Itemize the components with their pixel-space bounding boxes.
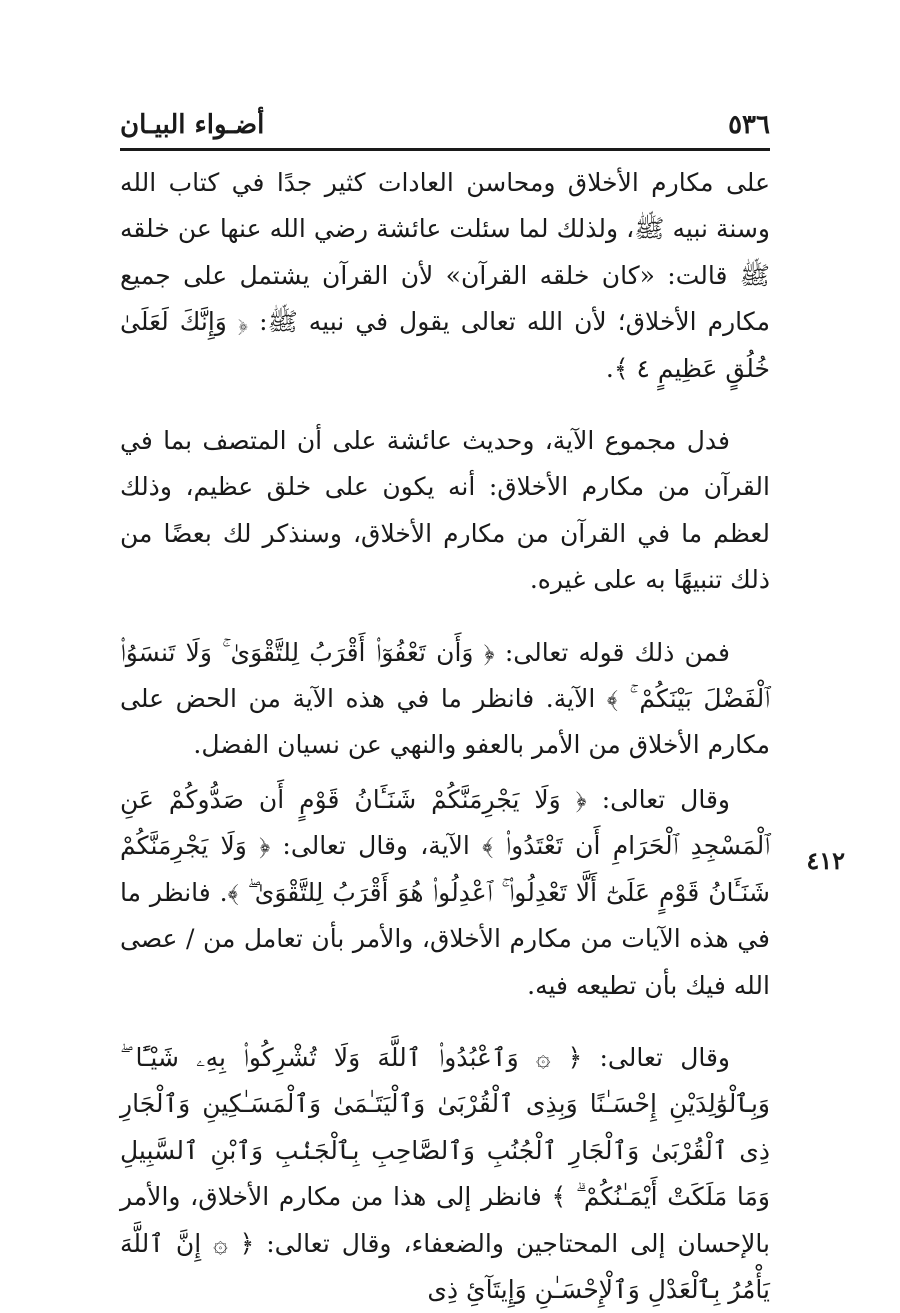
book-title: أضـواء البيـان: [120, 110, 265, 140]
header-rule: [120, 148, 770, 151]
page-body: [120, 160, 770, 1313]
paragraph-3: فمن ذلك قوله تعالى: ﴿ وَأَن تَعْفُوٓا۟ أَقْرَبُ لِلتَّقْوَىٰ ۚ وَلَا تَنسَوُا۟ ٱلْفَضْلَ بَيْنَكُمْ ۚ ﴾ الآية. فانظر ما في هذه الآية من الحض على مكارم الأخلاق من الأمر بالعفو والنهي عن نسيان الفضل.: [120, 637, 770, 760]
page-number: ٥٣٦: [728, 110, 770, 140]
paragraph-gap: [120, 1009, 770, 1035]
paragraph-4: وقال تعالى: ﴿ وَلَا يَجْرِمَنَّكُمْ شَنَـَٔانُ قَوْمٍ أَن صَدُّوكُمْ عَنِ ٱلْمَسْجِدِ ٱلْحَرَامِ أَن تَعْتَدُوا۟ ﴾ الآية، وقال تعالى: ﴿ وَلَا يَجْرِمَنَّكُمْ شَنَـَٔانُ قَوْمٍ عَلَىٰٓ أَلَّا تَعْدِلُوا۟ ۚ ٱعْدِلُوا۟ هُوَ أَقْرَبُ لِلتَّقْوَىٰ ۖ ﴾. فانظر ما في هذه الآيات من مكارم الأخلاق، والأمر بأن تعامل من / عصى الله فيك بأن تطيعه فيه.: [120, 784, 770, 1000]
paragraph-1: على مكارم الأخلاق ومحاسن العادات كثير جدًا في كتاب الله وسنة نبيه ﷺ، ولذلك لما سئلت عائشة رضي الله عنها عن خلقه ﷺ قالت: «كان خلقه القرآن» لأن القرآن يشتمل على جميع مكارم الأخلاق؛ لأن الله تعالى يقول في نبيه ﷺ: ﴿ وَإِنَّكَ لَعَلَىٰ خُلُقٍ عَظِيمٍ ٤ ﴾.: [120, 168, 770, 383]
paragraph-gap: [120, 769, 770, 777]
paragraph-gap: [120, 392, 770, 418]
page-header: [120, 108, 770, 146]
margin-page-reference: ٤١٢: [806, 846, 845, 875]
paragraph-2: فدل مجموع الآية، وحديث عائشة على أن المتصف بما في القرآن من مكارم الأخلاق: أنه يكون على خلق عظيم، وذلك لعظم ما في القرآن من مكارم الأخلاق، وسنذكر لك بعضًا من ذلك تنبيهًا به على غيره.: [120, 426, 770, 595]
paragraph-gap: [120, 604, 770, 630]
paragraph-5: وقال تعالى: ﴿ ۞ وَٱعْبُدُوا۟ ٱللَّهَ وَلَا تُشْرِكُوا۟ بِهِۦ شَيْـًٔا ۖ وَبِٱلْوَٰلِدَيْنِ إِحْسَـٰنًا وَبِذِى ٱلْقُرْبَىٰ وَٱلْيَتَـٰمَىٰ وَٱلْمَسَـٰكِينِ وَٱلْجَارِ ذِى ٱلْقُرْبَىٰ وَٱلْجَارِ ٱلْجُنُبِ وَٱلصَّاحِبِ بِٱلْجَنۢبِ وَٱبْنِ ٱلسَّبِيلِ وَمَا مَلَكَتْ أَيْمَـٰنُكُمْ ۗ ﴾ فانظر إلى هذا من مكارم الأخلاق، والأمر بالإحسان إلى المحتاجين والضعفاء، وقال تعالى: ﴿ ۞ إِنَّ ٱللَّهَ يَأْمُرُ بِٱلْعَدْلِ وَٱلْإِحْسَـٰنِ وَإِيتَآئِ ذِى: [120, 1042, 770, 1304]
